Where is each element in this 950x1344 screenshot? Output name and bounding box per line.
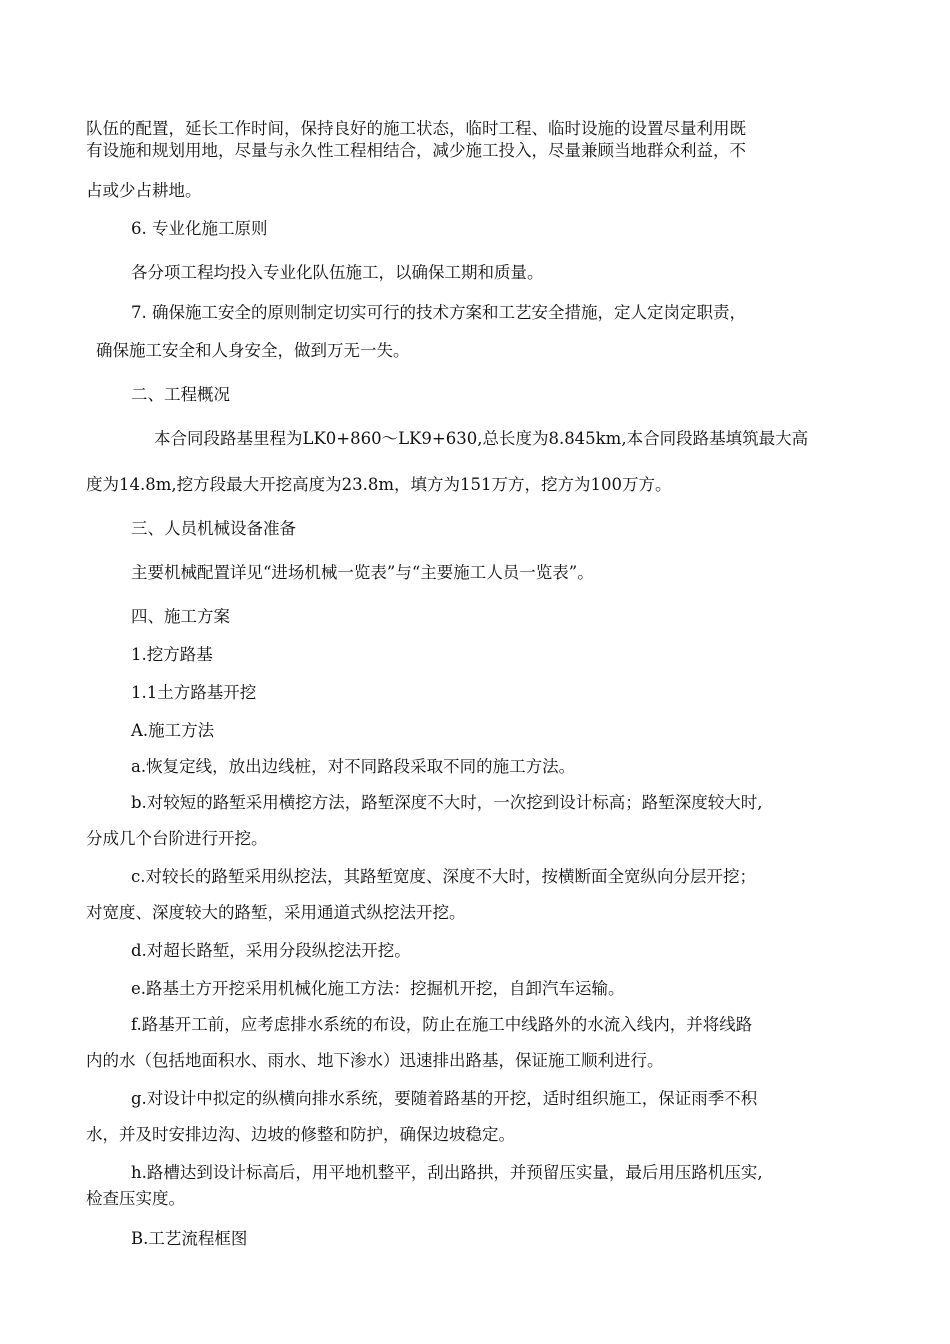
list-item: f.路基开工前，应考虑排水系统的布设，防止在施工中线路外的水流入线内，并将线路	[131, 1015, 753, 1034]
list-item: b.对较短的路堑采用横挖方法，路堑深度不大时，一次挖到设计标高；路堑深度较大时,	[131, 793, 763, 812]
section-heading: 四、施工方案	[131, 607, 230, 626]
list-item: a.恢复定线，放出边线桩，对不同路段采取不同的施工方法。	[131, 757, 576, 776]
subsection-heading: A.施工方法	[131, 721, 215, 740]
subsection-heading: B.工艺流程框图	[131, 1229, 248, 1248]
body-line: 有设施和规划用地，尽量与永久性工程相结合，减少施工投入，尽量兼顾当地群众利益，不	[86, 141, 746, 160]
body-line: 检查压实度。	[86, 1189, 185, 1208]
list-item: h.路槽达到设计标高后，用平地机整平，刮出路拱，并预留压实量，最后用压路机压实,	[131, 1163, 763, 1182]
section-heading: 三、人员机械设备准备	[131, 519, 296, 538]
body-line: 本合同段路基里程为LK0+860～LK9+630,总长度为8.845km,本合同段路基填筑最大高	[154, 429, 809, 448]
body-line: 确保施工安全和人身安全，做到万无一失。	[96, 341, 410, 360]
list-item: d.对超长路堑，采用分段纵挖法开挖。	[131, 941, 411, 960]
body-line: 各分项工程均投入专业化队伍施工，以确保工期和质量。	[131, 263, 544, 282]
list-item: e.路基土方开挖采用机械化施工方法：挖掘机开挖，自卸汽车运输。	[131, 979, 625, 998]
list-item-heading: 7. 确保施工安全的原则制定切实可行的技术方案和工艺安全措施，定人定岗定职责，	[131, 303, 746, 322]
body-line: 分成几个台阶进行开挖。	[86, 829, 268, 848]
subsection-heading: 1.1土方路基开挖	[131, 683, 257, 702]
body-line: 占或少占耕地。	[86, 181, 202, 200]
list-item: c.对较长的路堑采用纵挖法，其路堑宽度、深度不大时，按横断面全宽纵向分层开挖；	[131, 867, 756, 886]
body-line: 水，并及时安排边沟、边坡的修整和防护，确保边坡稳定。	[86, 1125, 515, 1144]
body-line: 度为14.8m,挖方段最大开挖高度为23.8m，填方为151万方，挖方为100万方。	[86, 475, 672, 494]
body-line: 对宽度、深度较大的路堑，采用通道式纵挖法开挖。	[86, 903, 466, 922]
section-heading: 二、工程概况	[131, 385, 230, 404]
body-line: 主要机械配置详见“进场机械一览表”与“主要施工人员一览表”。	[131, 563, 594, 582]
subsection-heading: 1.挖方路基	[131, 645, 213, 664]
list-item: g.对设计中拟定的纵横向排水系统，要随着路基的开挖，适时组织施工，保证雨季不积	[131, 1089, 758, 1108]
body-line: 内的水（包括地面积水、雨水、地下渗水）迅速排出路基，保证施工顺利进行。	[86, 1051, 664, 1070]
list-item-heading: 6. 专业化施工原则	[131, 219, 268, 238]
body-line: 队伍的配置，延长工作时间，保持良好的施工状态，临时工程、临时设施的设置尽量利用既	[86, 119, 746, 138]
